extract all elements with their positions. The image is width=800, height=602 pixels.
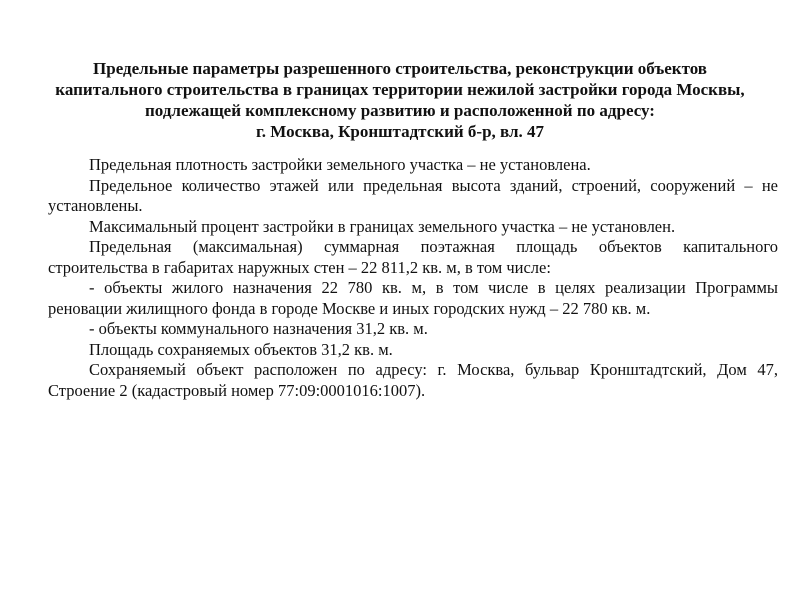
paragraph-total-floor-area: Предельная (максимальная) суммарная поэтажная площадь объектов капитального строительства в габаритах наружных стен – 22 811,2 кв. м, в том числе: <box>48 237 778 277</box>
paragraph-residential-objects: - объекты жилого назначения 22 780 кв. м, в том числе в целях реализации Программы реновации жилищного фонда в городе Москве и иных городских нужд – 22 780 кв. м. <box>48 278 778 318</box>
title-line: подлежащей комплексному развитию и расположенной по адресу: <box>145 101 655 120</box>
title-line: г. Москва, Кронштадтский б-р, вл. 47 <box>255 122 545 141</box>
paragraph-building-percentage: Максимальный процент застройки в границах земельного участка – не установлен. <box>89 216 676 236</box>
paragraph-preserved-area: Площадь сохраняемых объектов 31,2 кв. м. <box>89 339 393 359</box>
document-title <box>40 58 760 142</box>
paragraph-communal-objects: - объекты коммунального назначения 31,2 кв. м. <box>89 319 428 338</box>
paragraph-building-density: Предельная плотность застройки земельного участка – не установлена. <box>89 155 591 174</box>
document-body <box>48 155 778 401</box>
paragraph-floors-height: Предельное количество этажей или предельная высота зданий, строений, сооружений – не установлены. <box>48 175 778 215</box>
paragraph-preserved-object-address: Сохраняемый объект расположен по адресу: г. Москва, бульвар Кронштадтский, Дом 47, Строение 2 (кадастровый номер 77:09:0001016:1007). <box>48 360 778 400</box>
title-line: Предельные параметры разрешенного строительства, реконструкции объектов <box>93 59 707 78</box>
title-line: капитального строительства в границах территории нежилой застройки города Москвы, <box>55 80 745 99</box>
